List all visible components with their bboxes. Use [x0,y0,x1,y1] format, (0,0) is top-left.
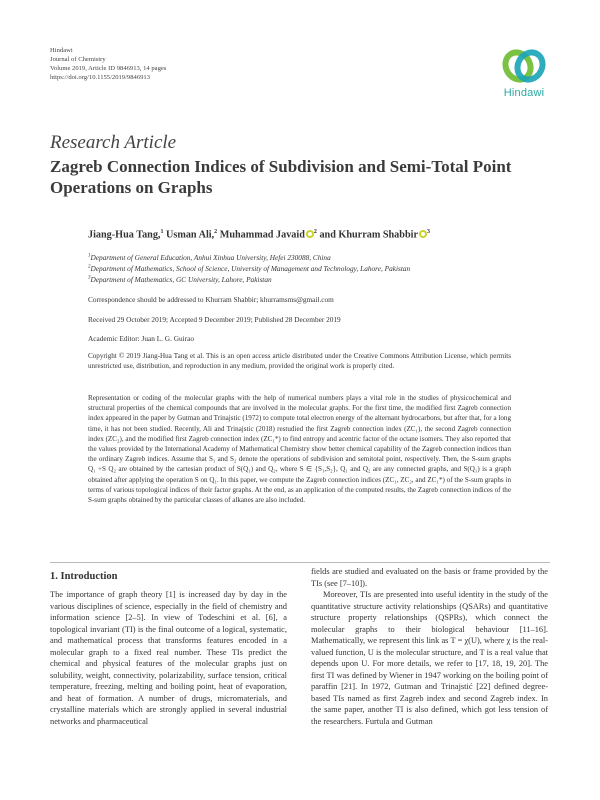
journal-meta [50,46,166,82]
academic-editor: Academic Editor: Juan L. G. Guirao [88,334,194,343]
affiliation [88,264,508,273]
hindawi-logo-icon [501,46,547,86]
section-divider [50,562,550,563]
affil-text: Department of Mathematics, GC University, Lahore, Pakistan [90,275,272,284]
affiliation [88,253,508,262]
author-affil-mark: 3 [426,229,430,235]
affil-number: 3 [88,275,91,281]
body-paragraph: The importance of graph theory [1] is increased day by day in the various disciplines of science, especially in the field of chemistry and information science [2–5]. In view of Todeschini et al. [6], a topological invariant (TI) is the final outcome of a logical, systematic, and mathematical process that transforms features encoded in a molecular graph to a fixed real number. These TIs predict the chemical and physical features of the molecular graphs just on solubility, weight, connectivity, polarizability, surface tension, critical temperature, freezing, melting and boiling point, heat of evaporation, and heat of formation. A number of drugs, micromaterials, and crystalline materials which are strongly applied in several industrial networks and pharmaceutical [50,590,287,726]
abstract: Representation or coding of the molecular graphs with the help of numerical numbers plays a vital role in the studies of physicochemical and structural properties of the chemical compounds that are involved in the molecular graphs. For the first time, the modified first Zagreb connection index appeared in the paper by Gutman and Trinajstic (1972) to compute total electron energy of the alternant hydrocarbons, but after that, for a long time, it has not been studied. Recently, Ali and Trinajstic (2018) restudied the first Zagreb connection index (ZC₁), the second Zagreb connection index (ZC₂), and the modified first Zagreb connection index (ZC₁*) to find entropy and acentric factor of the octane isomers. They also reported that the values provided by the International Academy of Mathematical Chemistry show better chemical capability of the Zagreb connection indices than the ordinary Zagreb indices. Assume that S₁ and S₂ denote the operations of subdivision and semitotal point, respectively. Then, the S-sum graphs Q₁ +S Q₂ are obtained by the cartesian product of S(Q₁) and Q₂, where S ∈ {S₁,S₂}, Q₁ and Q₂ are any connected graphs, and S(Q₁) is a graph obtained after applying the operation S on Q₁. In this paper, we compute the Zagreb connection indices (ZC₁, ZC₂, and ZC₁*) of the S-sum graphs in terms of various topological indices of their factor graphs. At the end, as an application of the computed results, the Zagreb connection indices of the S-sum graphs obtained by the particular classes of alkanes are also included. [88,394,511,505]
article-type: Research Article [50,132,177,153]
publisher-name: Hindawi [50,47,73,54]
author-name[interactable]: Muhammad Javaid [219,229,305,241]
author-affil-mark: 1 [160,229,164,235]
copyright-notice: Copyright © 2019 Jiang-Hua Tang et al. This is an open access article distributed under the Creative Commons Attribution License, which permits unrestricted use, distribution, and reproduction in any medium, provided the original work is properly cited. [88,352,511,371]
orcid-icon[interactable] [306,230,314,238]
correspondence: Correspondence should be addressed to Khurram Shabbir; khurramsms@gmail.com [88,295,334,304]
hindawi-logo[interactable] [494,46,554,108]
body-paragraph: Moreover, TIs are presented into useful identity in the study of the quantitative structure activity relationships (QSARs) and quantitative structure property relationships (QSPRs), which connect the molecular graphs to their biological behaviour [11–16]. Mathematically, we represent this link as T = χ(U), where χ is the real-valued function, U is the molecular structure, and T is a real value that depends upon U. For more details, we refer to [17, 18, 19, 20]. The first TI was defined by Wiener in 1947 working on the boiling point of paraffin [21]. In 1972, Gutman and Trinajstić [22] defined degree-based TIs named as first Zagreb index and second Zagreb index. In the same paper, another TI is also defined, which got less tension of the researchers. Furtula and Gutman [311,590,548,726]
publication-dates: Received 29 October 2019; Accepted 9 December 2019; Published 28 December 2019 [88,315,341,324]
affil-number: 1 [88,253,91,259]
body-column-right [311,566,548,727]
section-heading: 1. Introduction [50,571,118,582]
affiliation [88,275,508,284]
journal-name: Journal of Chemistry [50,56,106,63]
article-title: Zagreb Connection Indices of Subdivision and Semi-Total Point Operations on Graphs [50,157,512,197]
author-name[interactable]: and Khurram Shabbir [319,229,418,241]
doi-link[interactable]: https://doi.org/10.1155/2019/9846913 [50,74,151,81]
affil-number: 2 [88,264,91,270]
orcid-icon[interactable] [419,230,427,238]
logo-text: Hindawi [503,87,545,99]
author-name[interactable]: Usman Ali, [166,229,215,241]
body-column-left [50,589,287,727]
body-paragraph: fields are studied and evaluated on the basis or frame provided by the TIs (see [7–10]). [311,567,548,588]
author-affil-mark: 2 [313,229,317,235]
volume-info: Volume 2019, Article ID 9846913, 14 pages [50,65,167,72]
affil-text: Department of Mathematics, School of Science, University of Management and Technology, Lahore, Pakistan [90,264,411,273]
author-affil-mark: 2 [214,229,218,235]
author-name[interactable]: Jiang-Hua Tang, [88,229,161,241]
affil-text: Department of General Education, Anhui Xinhua University, Hefei 230088, China [90,253,331,262]
author-list [88,229,430,240]
